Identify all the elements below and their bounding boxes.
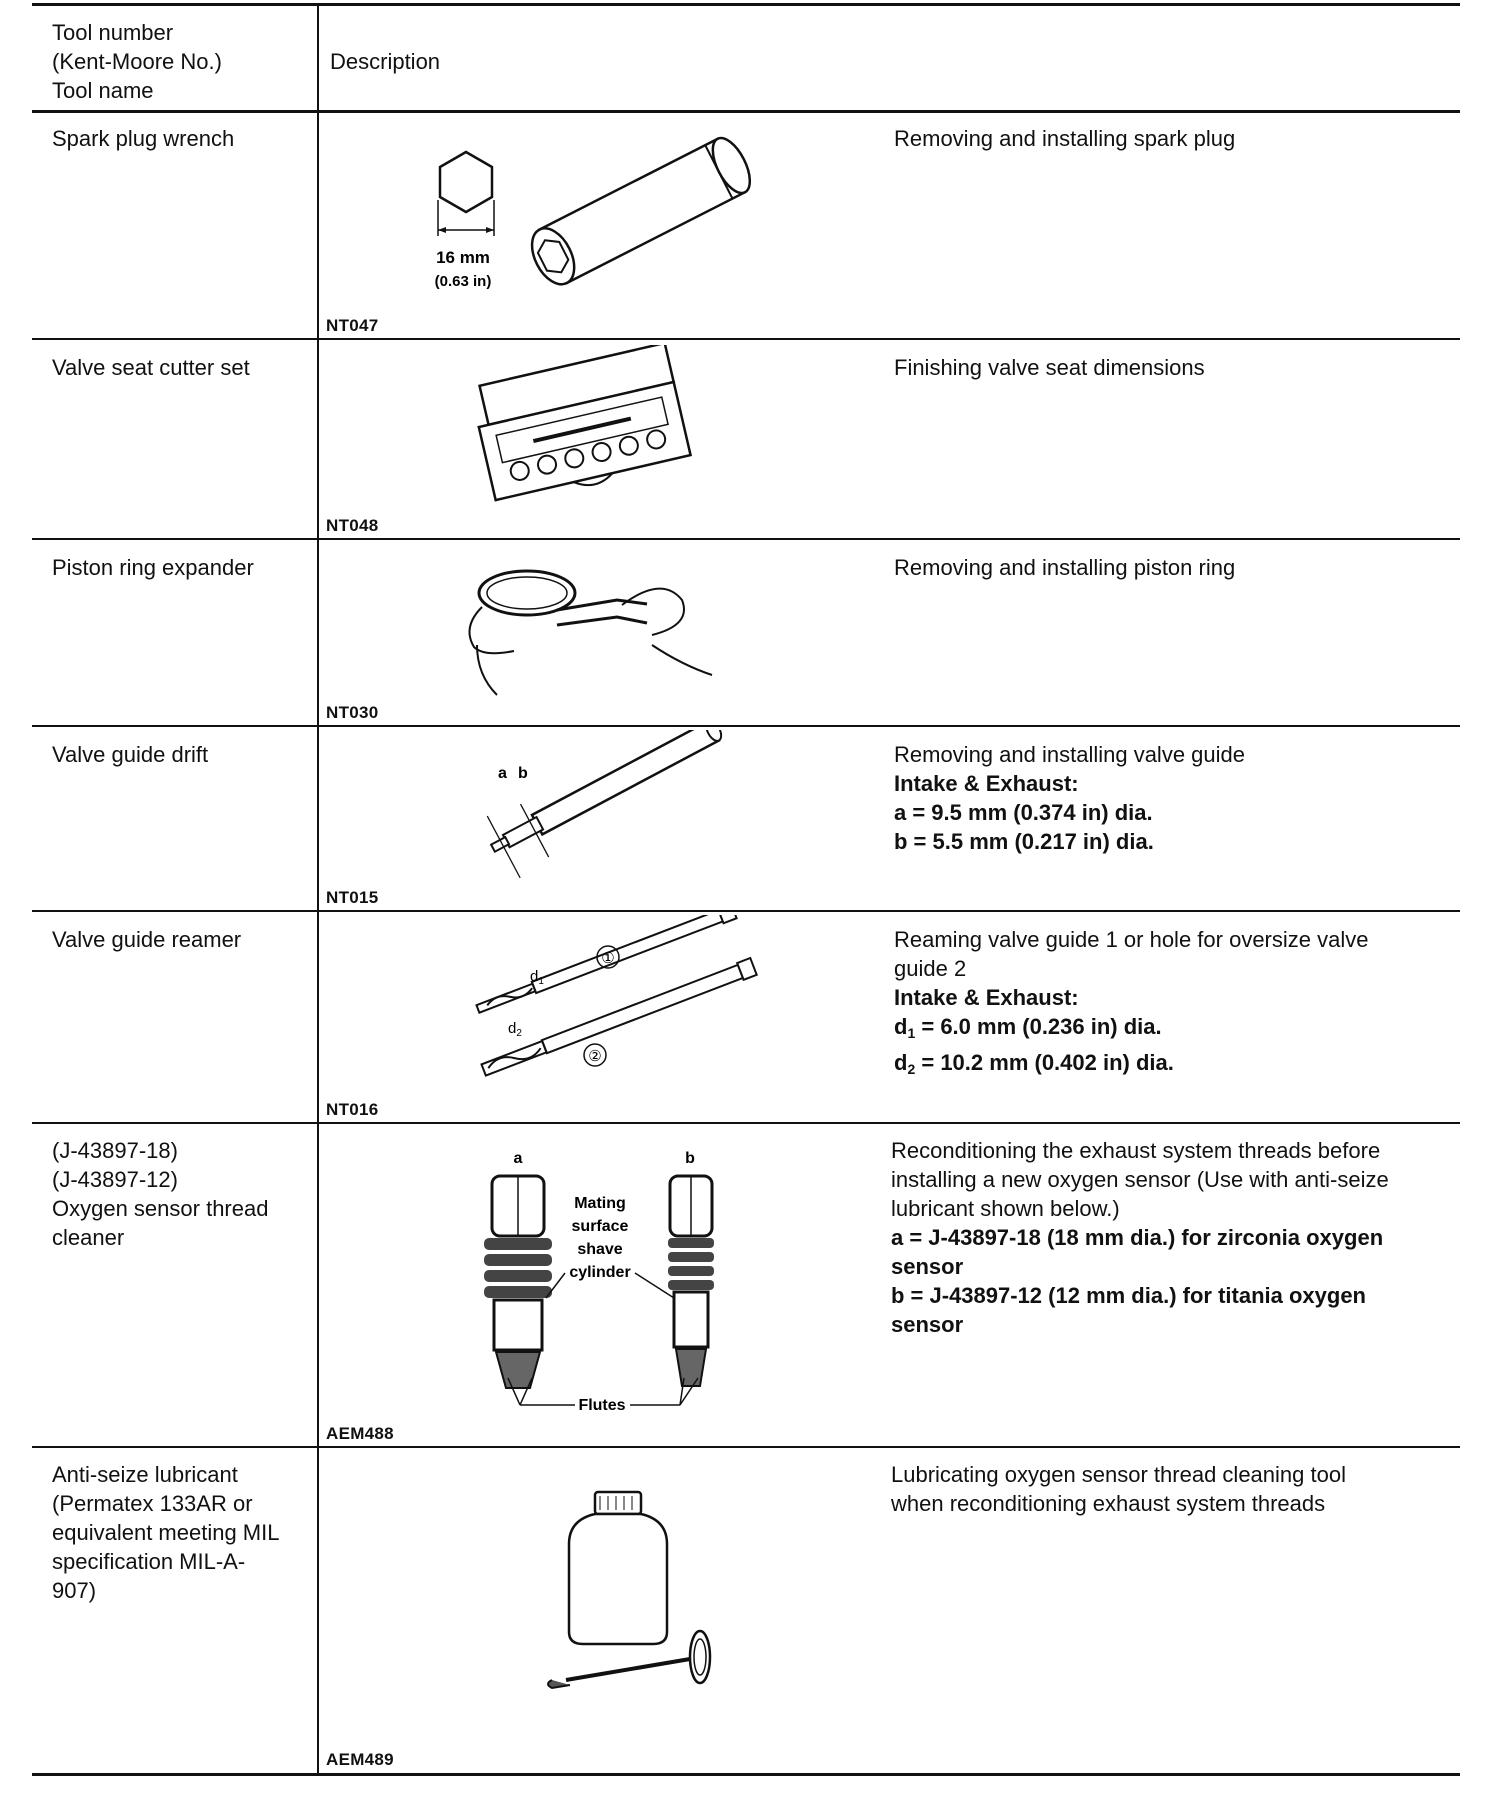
tool-description: Reaming valve guide 1 or hole for oversize valve guide 2 Intake & Exhaust: $d_1 = 6.0$ mm (0.236 in) dia. $d_2 = 10.2$ mm (0.402 in) dia. <box>894 927 1369 1077</box>
tool-name: Piston ring expander <box>52 555 254 580</box>
tool-description: Reconditioning the exhaust system threads before installing a new oxygen sensor (Use with anti-seize lubricant shown below.) a = J-43897-18 (18 mm dia.) for zirconia oxygen sensor b = J-43897-12 (12 mm dia.) for titania oxygen sensor <box>891 1138 1389 1337</box>
reamer-1-label: ① <box>601 949 615 967</box>
table-bottom-rule <box>32 1773 1460 1776</box>
tool-code: AEM489 <box>326 1750 394 1769</box>
cylinder-label: cylinder <box>569 1264 631 1281</box>
piston-ring-expander-illustration <box>332 545 832 705</box>
valve-guide-reamer-illustration <box>332 915 832 1100</box>
row-divider <box>32 910 1460 912</box>
header-description: Description <box>330 49 441 74</box>
tool-name: Valve guide drift <box>52 742 209 767</box>
row-divider <box>32 725 1460 727</box>
reamer-2-label: ② <box>588 1047 602 1065</box>
hex-size-inch-label: (0.63 in) <box>434 273 492 290</box>
tool-code: NT048 <box>326 516 379 535</box>
tool-code: AEM488 <box>326 1424 394 1443</box>
anti-seize-lubricant-illustration <box>332 1480 832 1700</box>
tool-description: Removing and installing spark plug <box>894 126 1236 151</box>
dim-a-label: a <box>498 765 507 782</box>
row-divider <box>32 538 1460 540</box>
header-rule <box>32 110 1460 113</box>
dim-b-label: b <box>518 765 528 782</box>
tool-code: NT016 <box>326 1100 379 1119</box>
tool-description: Removing and installing piston ring <box>894 555 1236 580</box>
tool-name: Spark plug wrench <box>52 126 235 151</box>
row-divider <box>32 338 1460 340</box>
cleaner-a-label: a <box>513 1150 523 1167</box>
oxygen-sensor-thread-cleaner-illustration <box>332 1128 832 1428</box>
tool-name: Valve guide reamer <box>52 927 242 952</box>
spark-plug-wrench-illustration <box>332 118 832 308</box>
tool-description: Lubricating oxygen sensor thread cleaning tool when reconditioning exhaust system threads <box>891 1462 1346 1516</box>
valve-guide-drift-illustration <box>332 730 832 895</box>
mating-label: Mating <box>574 1195 626 1212</box>
surface-label: surface <box>571 1218 629 1235</box>
column-divider <box>317 6 319 1773</box>
shave-label: shave <box>577 1241 623 1258</box>
row-divider <box>32 1122 1460 1124</box>
tool-name: Anti-seize lubricant (Permatex 133AR or equivalent meeting MIL specification MIL-A- 907) <box>52 1462 280 1603</box>
d1-label: $d_1$ <box>530 968 544 987</box>
tool-description: Removing and installing valve guide Intake & Exhaust: a = 9.5 mm (0.374 in) dia. b = 5.5 mm (0.217 in) dia. <box>894 742 1245 854</box>
d2-label: $d_2$ <box>508 1020 522 1039</box>
tool-code: NT030 <box>326 703 379 722</box>
cleaner-b-label: b <box>685 1150 695 1167</box>
header-tool-number: Tool number (Kent-Moore No.) Tool name <box>52 20 222 103</box>
tool-name: Valve seat cutter set <box>52 355 250 380</box>
tool-description: Finishing valve seat dimensions <box>894 355 1205 380</box>
flutes-label: Flutes <box>578 1397 626 1414</box>
row-divider <box>32 1446 1460 1448</box>
tool-name: (J-43897-18) (J-43897-12) Oxygen sensor thread cleaner <box>52 1138 269 1250</box>
tool-code: NT047 <box>326 316 379 335</box>
valve-seat-cutter-set-illustration <box>332 345 832 515</box>
table-top-rule <box>32 3 1460 6</box>
tool-code: NT015 <box>326 888 379 907</box>
hex-size-label: 16 mm <box>436 248 490 267</box>
